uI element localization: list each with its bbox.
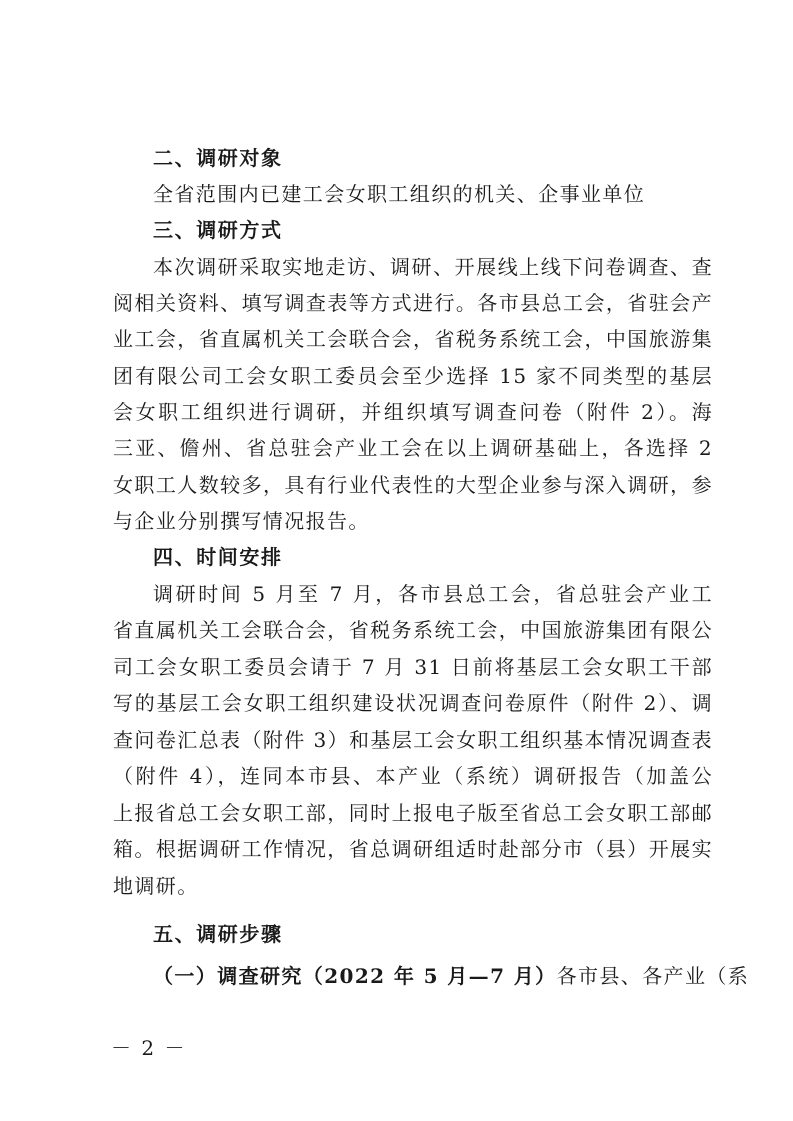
paragraph-line: 阅相关资料、填写调查表等方式进行。各市县总工会，省驻会产 xyxy=(113,291,713,315)
paragraph-line: 三亚、儋州、省总驻会产业工会在以上调研基础上，各选择 2 xyxy=(113,436,713,460)
paragraph-line: 省直属机关工会联合会，省税务系统工会，中国旅游集团有限公 xyxy=(113,618,713,642)
paragraph-line: 女职工人数较多，具有行业代表性的大型企业参与深入调研，参 xyxy=(113,473,713,497)
paragraph-line: 业工会，省直属机关工会联合会，省税务系统工会，中国旅游集 xyxy=(113,327,713,351)
paragraph-line: （附件 4），连同本市县、本产业（系统）调研报告（加盖公 xyxy=(113,764,713,788)
paragraph-line: 司工会女职工委员会请于 7 月 31 日前将基层工会女职工干部 xyxy=(113,655,713,679)
paragraph-line: 会女职工组织进行调研，并组织填写调查问卷（附件 2）。海 xyxy=(113,400,713,424)
page-number: － 2 － xyxy=(111,1036,187,1060)
step-one-line xyxy=(153,958,750,994)
paragraph-line: 查问卷汇总表（附件 3）和基层工会女职工组织基本情况调查表 xyxy=(113,728,713,752)
heading-research-objects: 二、调研对象 xyxy=(153,146,283,170)
paragraph-line: 团有限公司工会女职工委员会至少选择 15 家不同类型的基层 xyxy=(113,364,713,388)
paragraph-line: 调研时间 5 月至 7 月，各市县总工会，省总驻会产业工 xyxy=(153,582,713,606)
heading-research-methods: 三、调研方式 xyxy=(153,218,283,242)
step-one-text: 各市县、各产业（系 xyxy=(556,964,750,988)
heading-schedule: 四、时间安排 xyxy=(153,545,283,569)
paragraph-line: 箱。根据调研工作情况，省总调研组适时赴部分市（县）开展实 xyxy=(113,837,713,861)
heading-research-steps: 五、调研步骤 xyxy=(153,922,283,946)
paragraph-line: 地调研。 xyxy=(113,874,199,898)
paragraph-line: 全省范围内已建工会女职工组织的机关、企事业单位 xyxy=(153,182,646,206)
paragraph-line: 上报省总工会女职工部，同时上报电子版至省总工会女职工部邮 xyxy=(113,801,713,825)
paragraph-line: 本次调研采取实地走访、调研、开展线上线下问卷调查、查 xyxy=(153,255,713,279)
paragraph-line: 写的基层工会女职工组织建设状况调查问卷原件（附件 2）、调 xyxy=(113,691,713,715)
paragraph-line: 与企业分别撰写情况报告。 xyxy=(113,509,370,533)
step-one-title: （一）调查研究（2022 年 5 月—7 月） xyxy=(153,964,557,988)
